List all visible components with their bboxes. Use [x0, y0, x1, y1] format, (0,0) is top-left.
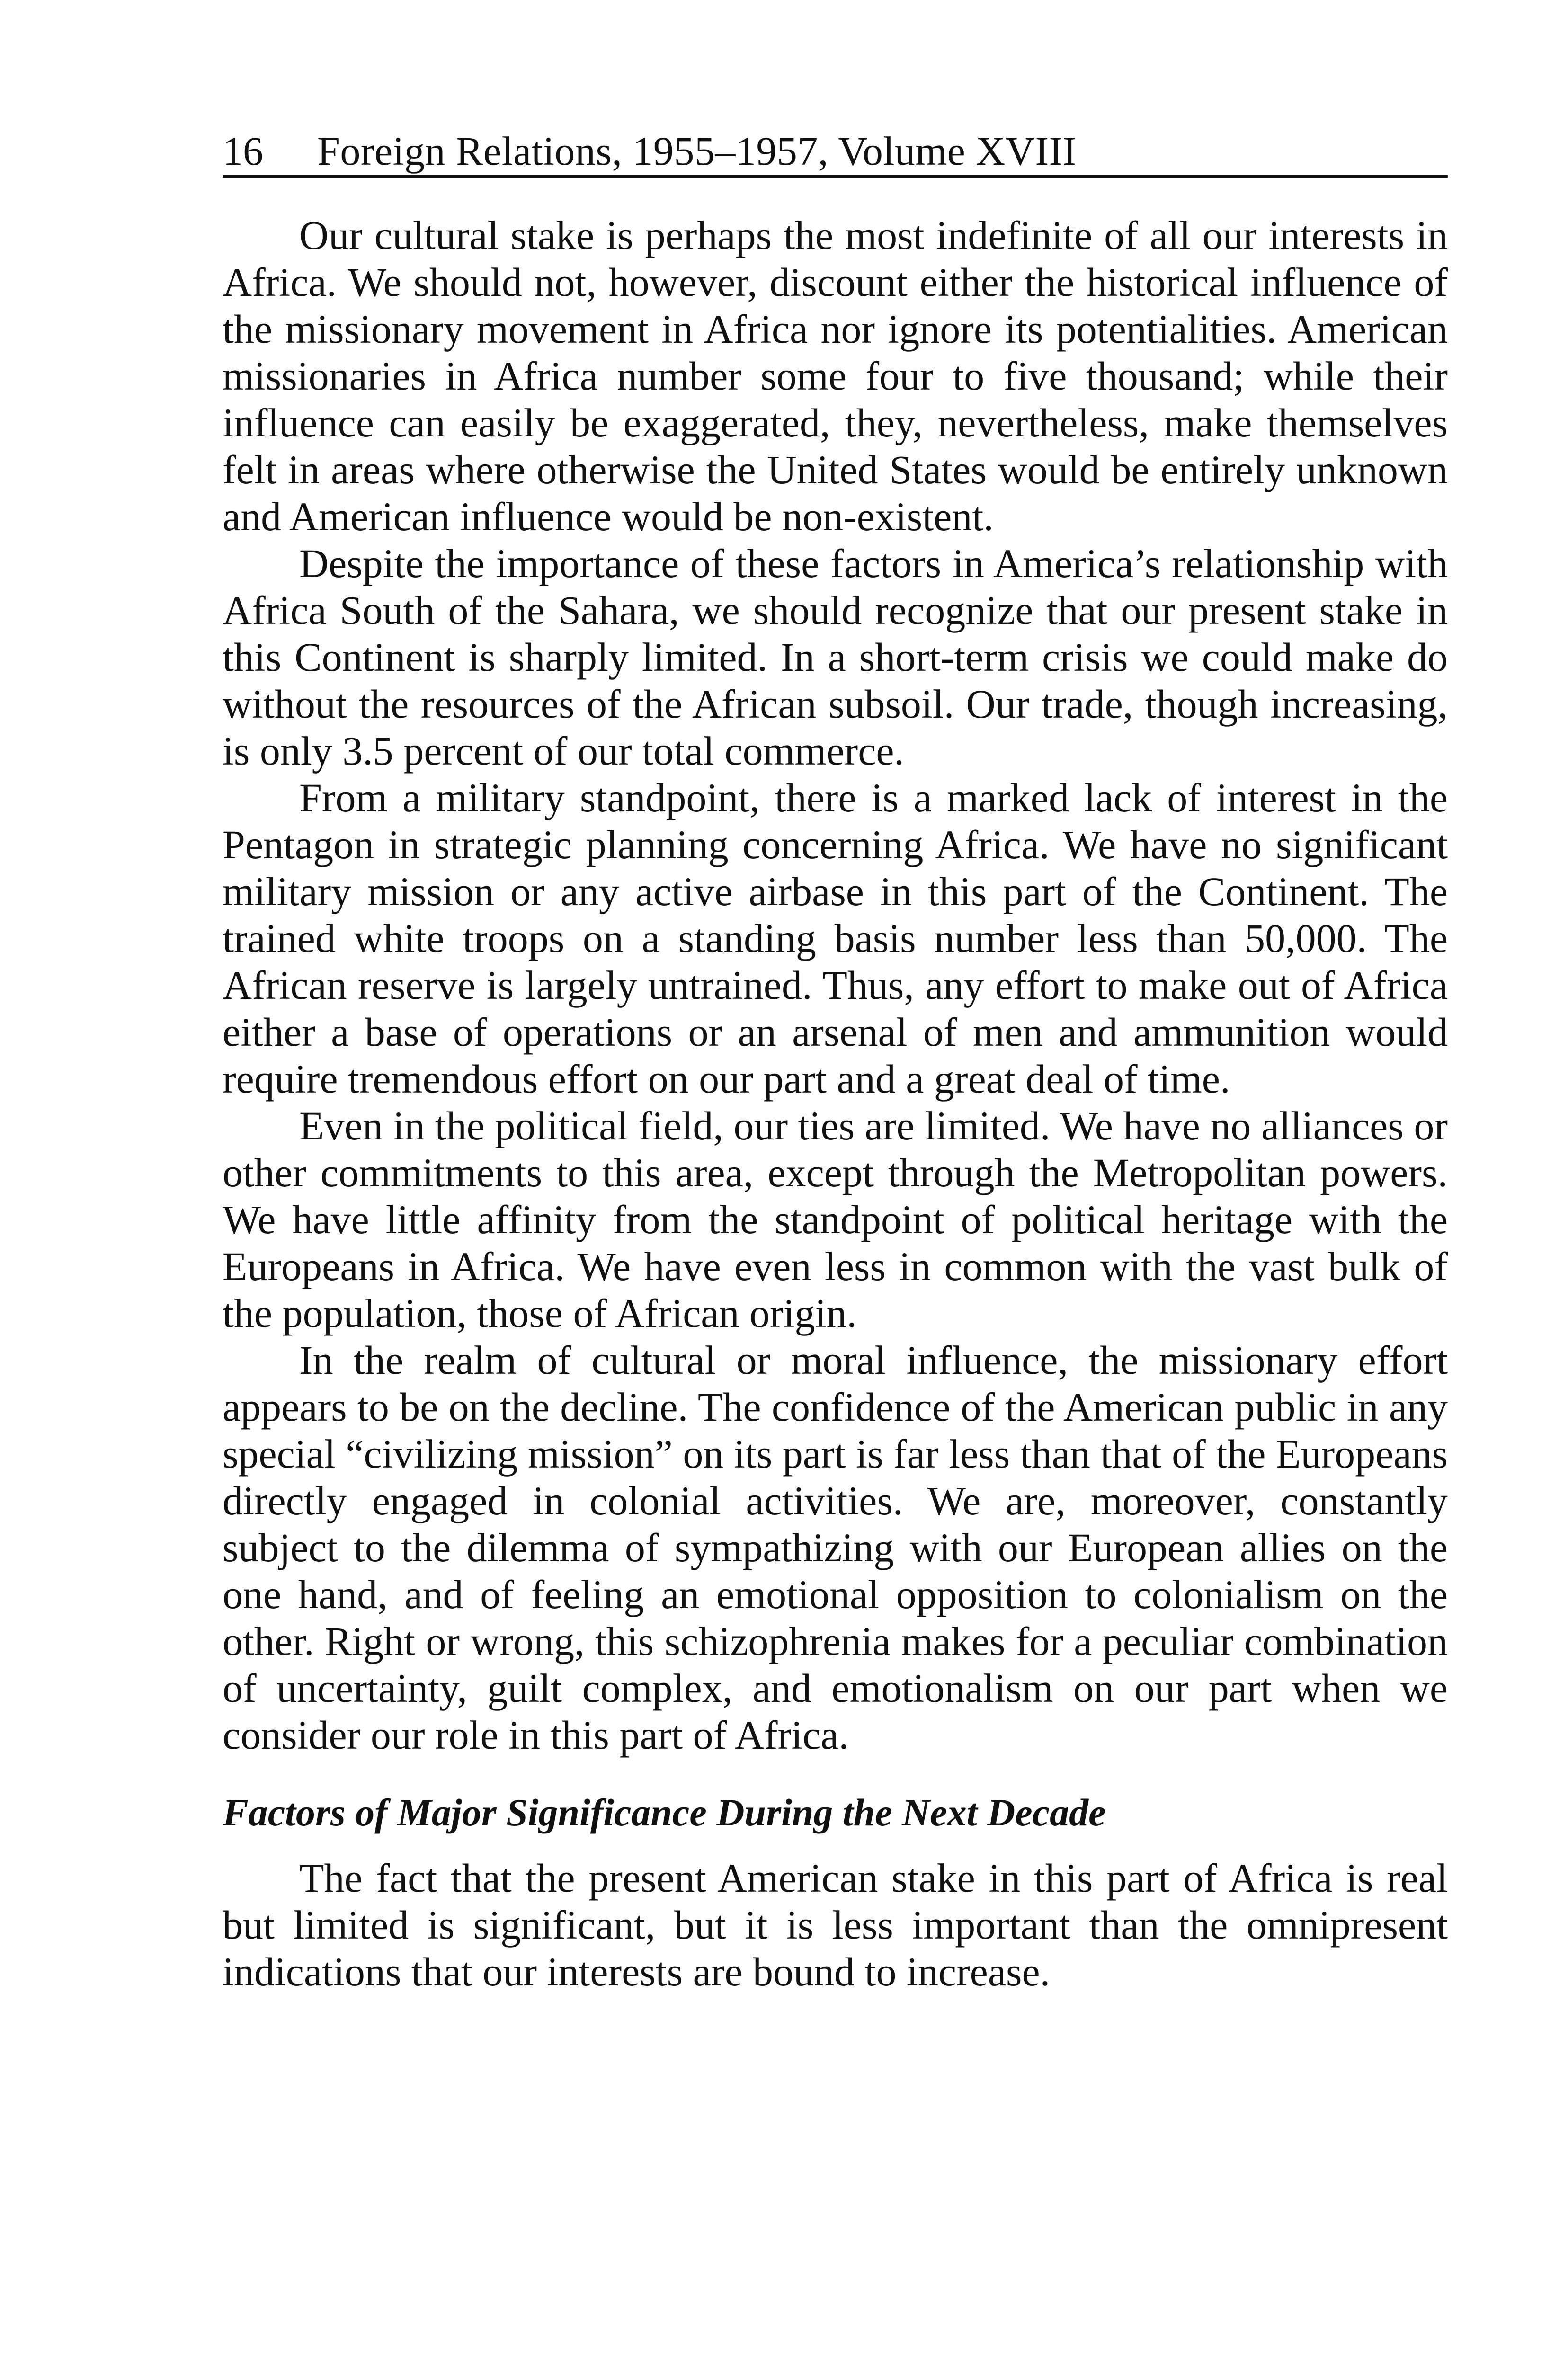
paragraph-next-decade: The fact that the present American stake in this part of Africa is real but limited is significant, but it is less important than the omnipresent indications that our interests are bound to increase. [223, 1855, 1448, 1994]
running-head [223, 127, 1448, 178]
running-head-title: Foreign Relations, 1955–1957, Volume XVIII [317, 128, 1077, 174]
paragraph-limited-stake: Despite the importance of these factors in America’s relationship with Africa South of the Sahara, we should recognize that our present stake in this Continent is sharply limited. In a short-term crisis we could make do without the resources of the African subsoil. Our trade, though increasing, is only 3.5 percent of our total commerce. [223, 541, 1448, 774]
paragraph-cultural-moral-influence: In the realm of cultural or moral influence, the missionary effort appears to be on the decline. The confidence of the American public in any special “civilizing mission” on its part is far less than that of the Europeans directly engaged in colonial activities. We are, moreover, constantly subject to the dilemma of sympathizing with our European allies on the one hand, and of feeling an emotional opposition to colonialism on the other. Right or wrong, this schizophrenia makes for a peculiar combination of uncertainty, guilt complex, and emotionalism on our part when we consider our role in this part of Africa. [223, 1337, 1448, 1758]
body-text [223, 212, 1448, 1995]
paragraph-cultural-stake: Our cultural stake is perhaps the most indefinite of all our interests in Africa. We should not, however, discount either the historical influence of the missionary movement in Africa nor ignore its potentialities. American missionaries in Africa number some four to five thousand; while their influence can easily be exaggerated, they, nevertheless, make themselves felt in areas where otherwise the United States would be entirely unknown and American influence would be non-existent. [223, 213, 1448, 539]
paragraph-military-standpoint: From a military standpoint, there is a marked lack of interest in the Pentagon in strategic planning concerning Africa. We have no significant military mission or any active airbase in this part of the Continent. The trained white troops on a standing basis number less than 50,000. The African reserve is largely untrained. Thus, any effort to make out of Africa either a base of operations or an arsenal of men and ammunition would require tremendous effort on our part and a great deal of time. [223, 775, 1448, 1102]
paragraph-political-field: Even in the political field, our ties are limited. We have no alliances or other commitments to this area, except through the Metropolitan powers. We have little affinity from the standpoint of political heritage with the Europeans in Africa. We have even less in common with the vast bulk of the population, those of African origin. [223, 1103, 1448, 1336]
page-number: 16 [223, 128, 263, 174]
section-heading: Factors of Major Significance During the Next Decade [223, 1791, 1106, 1834]
